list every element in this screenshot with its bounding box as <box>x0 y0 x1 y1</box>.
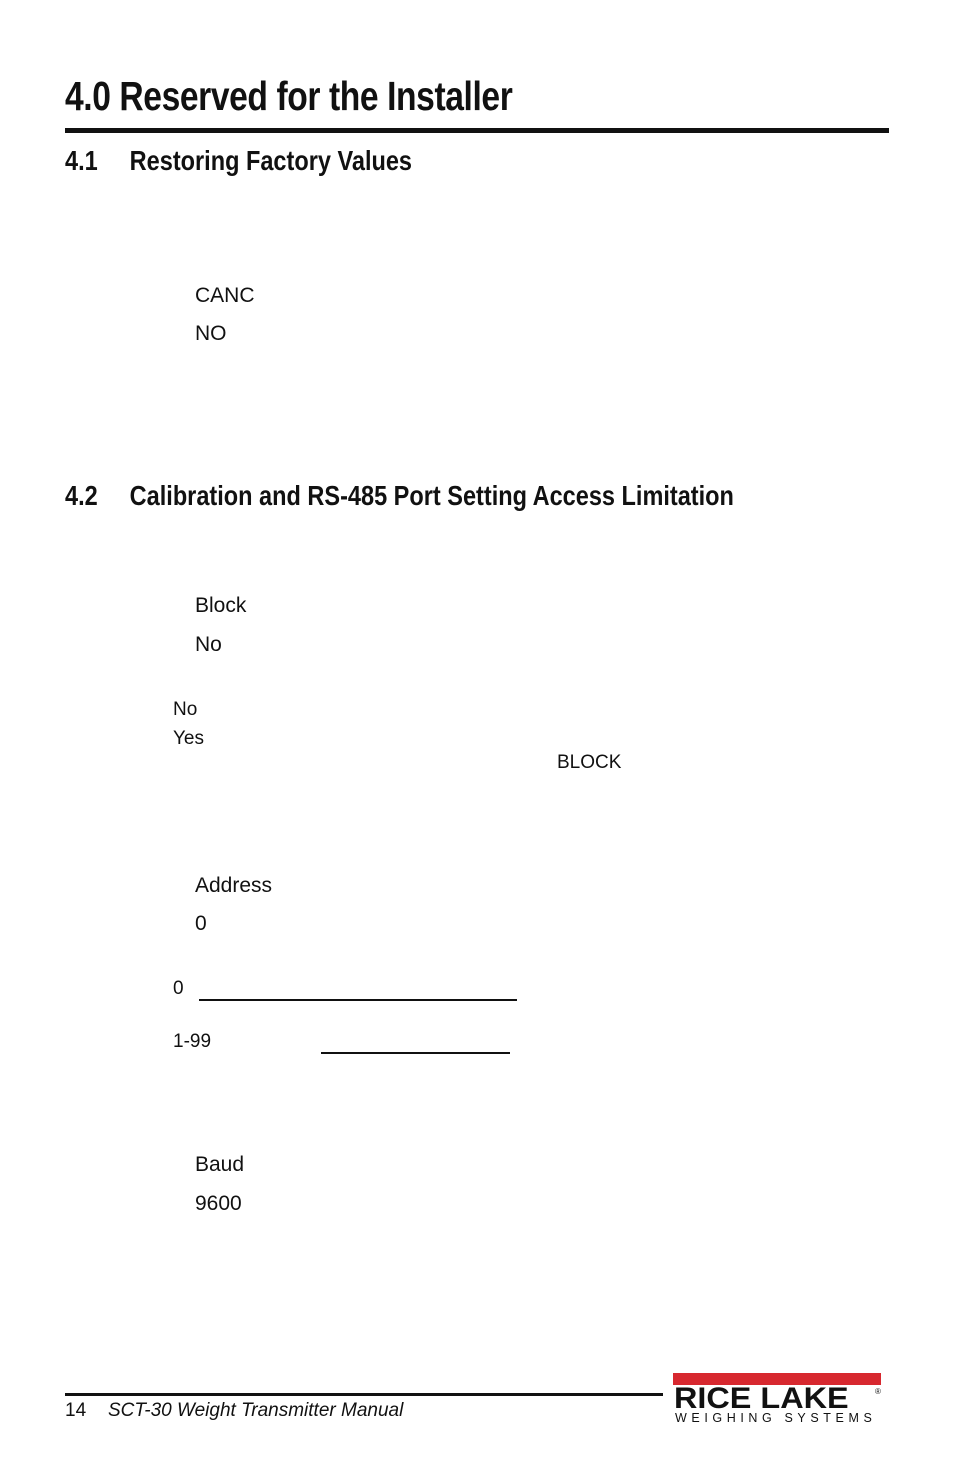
address-param-default: 0 <box>195 912 207 935</box>
canc-param-name: CANC <box>195 284 255 307</box>
section-4-2-number: 4.2 <box>65 480 98 511</box>
address-option-0: 0 <box>173 978 184 999</box>
address-option-1-99-link-underline <box>321 1052 510 1054</box>
section-4-2-heading <box>65 481 734 512</box>
footer-page-number: 14 <box>65 1400 87 1421</box>
footer-rule <box>65 1393 663 1396</box>
section-4-2-title: Calibration and RS-485 Port Setting Access Limitation <box>129 480 734 511</box>
block-param-default: No <box>195 633 222 656</box>
logo-registered-mark: ® <box>875 1387 881 1396</box>
address-option-1-99: 1-99 <box>173 1031 212 1052</box>
rice-lake-logo <box>673 1373 883 1429</box>
block-inline-reference: BLOCK <box>557 752 622 773</box>
block-option-yes: Yes <box>173 728 204 749</box>
chapter-rule <box>65 128 889 133</box>
section-4-1-title: Restoring Factory Values <box>129 145 413 176</box>
block-option-no: No <box>173 699 198 720</box>
address-param-name: Address <box>195 874 273 897</box>
baud-param-name: Baud <box>195 1153 245 1176</box>
baud-param-default: 9600 <box>195 1192 242 1215</box>
canc-param-default: NO <box>195 322 227 345</box>
section-4-1-heading <box>65 146 412 177</box>
logo-wordmark: RICE LAKE <box>674 1382 849 1415</box>
footer-manual-title: SCT-30 Weight Transmitter Manual <box>108 1400 404 1421</box>
block-param-name: Block <box>195 594 247 617</box>
section-4-1-number: 4.1 <box>65 145 98 176</box>
logo-tagline: WEIGHING SYSTEMS <box>675 1411 877 1425</box>
chapter-title: 4.0 Reserved for the Installer <box>65 73 513 119</box>
address-option-0-link-underline <box>199 999 517 1001</box>
